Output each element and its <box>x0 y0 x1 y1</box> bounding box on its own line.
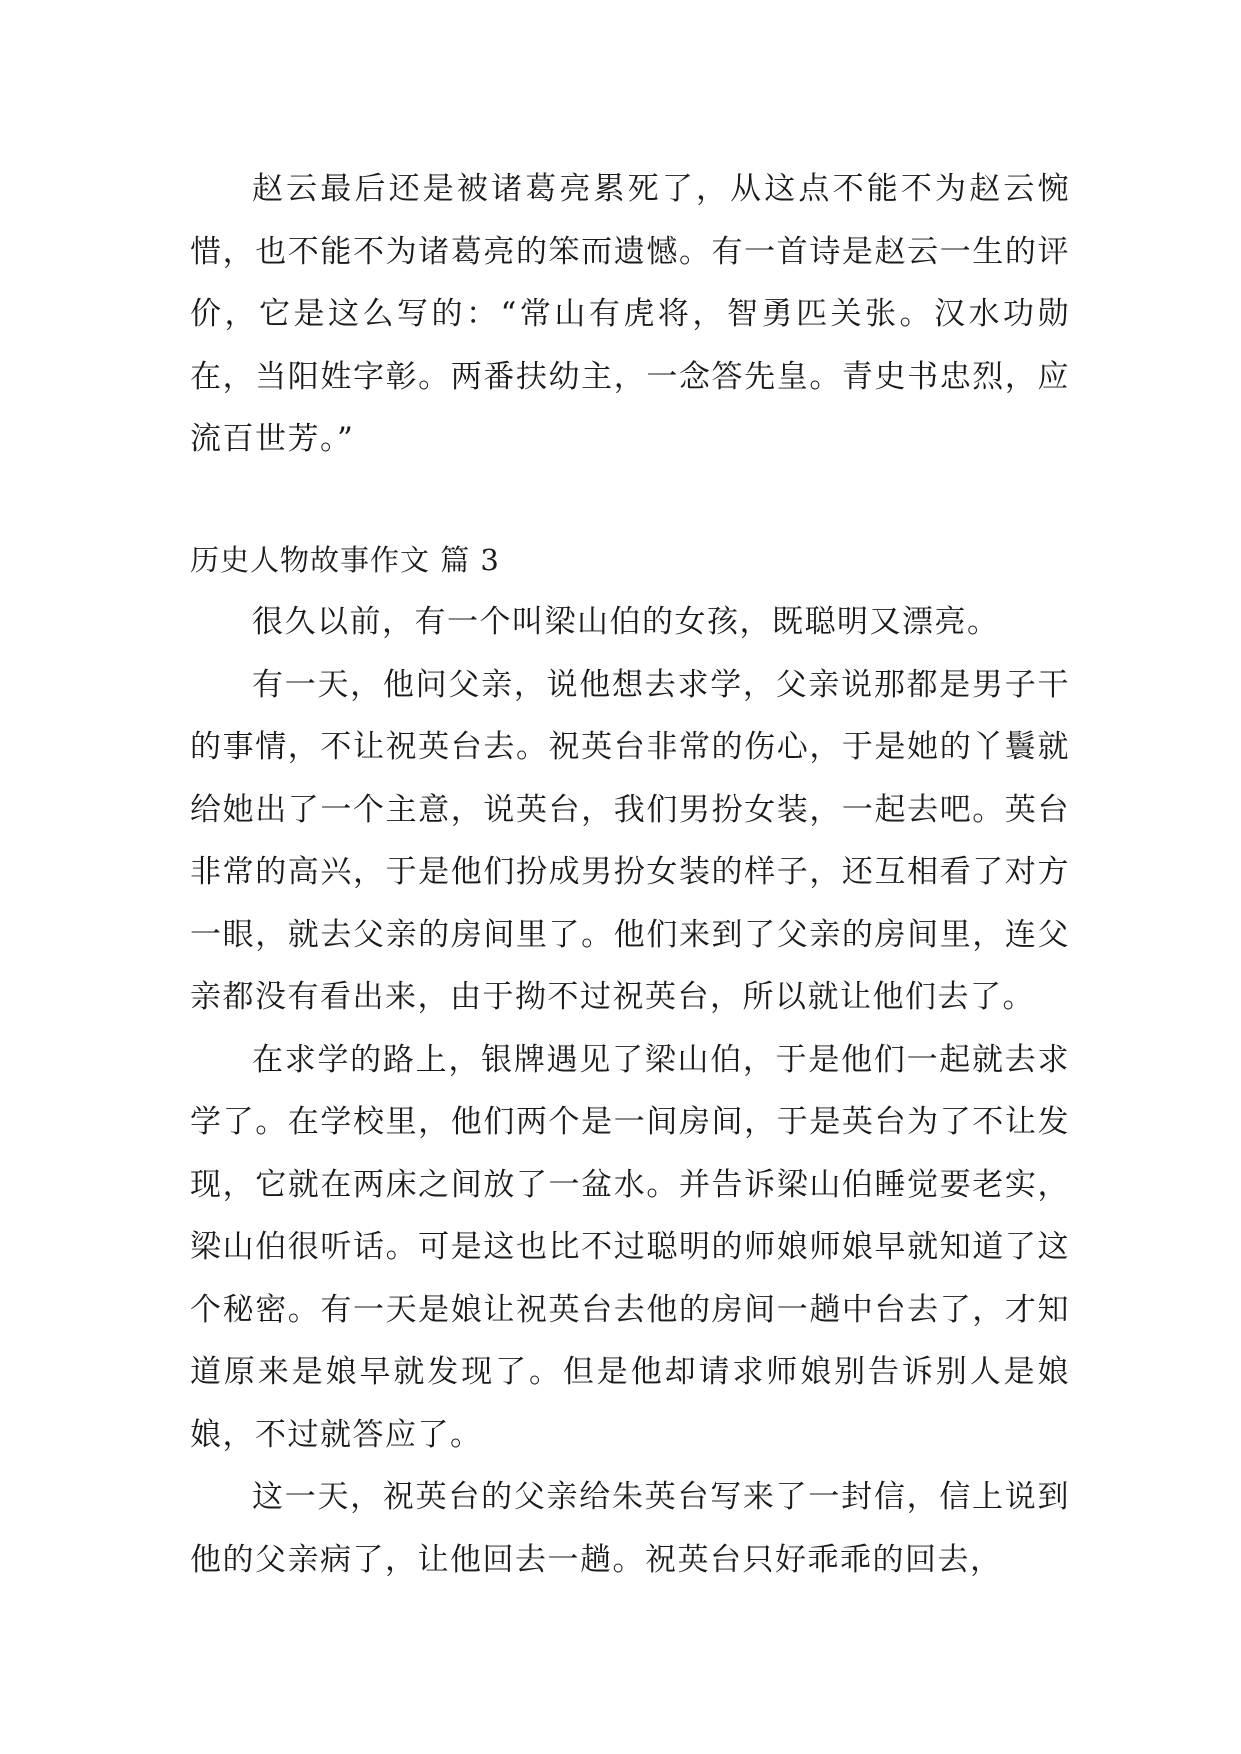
paragraph-1: 很久以前，有一个叫梁山伯的女孩，既聪明又漂亮。 <box>252 604 1000 640</box>
section-title: 历史人物故事作文 篇 3 <box>190 542 500 577</box>
paragraph-4: 这一天，祝英台的父亲给朱英台写来了一封信，信上说到他的父亲病了，让他回去一趟。祝英台只好乖乖的回去， <box>190 1479 1070 1578</box>
section-spacer <box>190 471 1070 529</box>
paragraph-intro: 赵云最后还是被诸葛亮累死了，从这点不能不为赵云惋惜，也不能不为诸葛亮的笨而遗憾。有一首诗是赵云一生的评价，它是这么写的：“常山有虎将，智勇匹关张。汉水功勋在，当阳姓字彰。两番扶幼主，一念答先皇。青史书忠烈，应流百世芳。” <box>190 171 1070 457</box>
paragraph-3: 在求学的路上，银牌遇见了梁山伯，于是他们一起就去求学了。在学校里，他们两个是一间房间，于是英台为了不让发现，它就在两床之间放了一盆水。并告诉梁山伯睡觉要老实，梁山伯很听话。可是这也比不过聪明的师娘师娘早就知道了这个秘密。有一天是娘让祝英台去他的房间一趟中台去了，才知道原来是娘早就发现了。但是他却请求师娘别告诉别人是娘娘，不过就答应了。 <box>190 1041 1070 1453</box>
document-body <box>190 158 1070 1591</box>
paragraph-2: 有一天，他问父亲，说他想去求学，父亲说那都是男子干的事情，不让祝英台去。祝英台非常的伤心，于是她的丫鬟就给她出了一个主意，说英台，我们男扮女装，一起去吧。英台非常的高兴，于是他们扮成男扮女装的样子，还互相看了对方一眼，就去父亲的房间里了。他们来到了父亲的房间里，连父亲都没有看出来，由于拗不过祝英台，所以就让他们去了。 <box>190 666 1070 1015</box>
